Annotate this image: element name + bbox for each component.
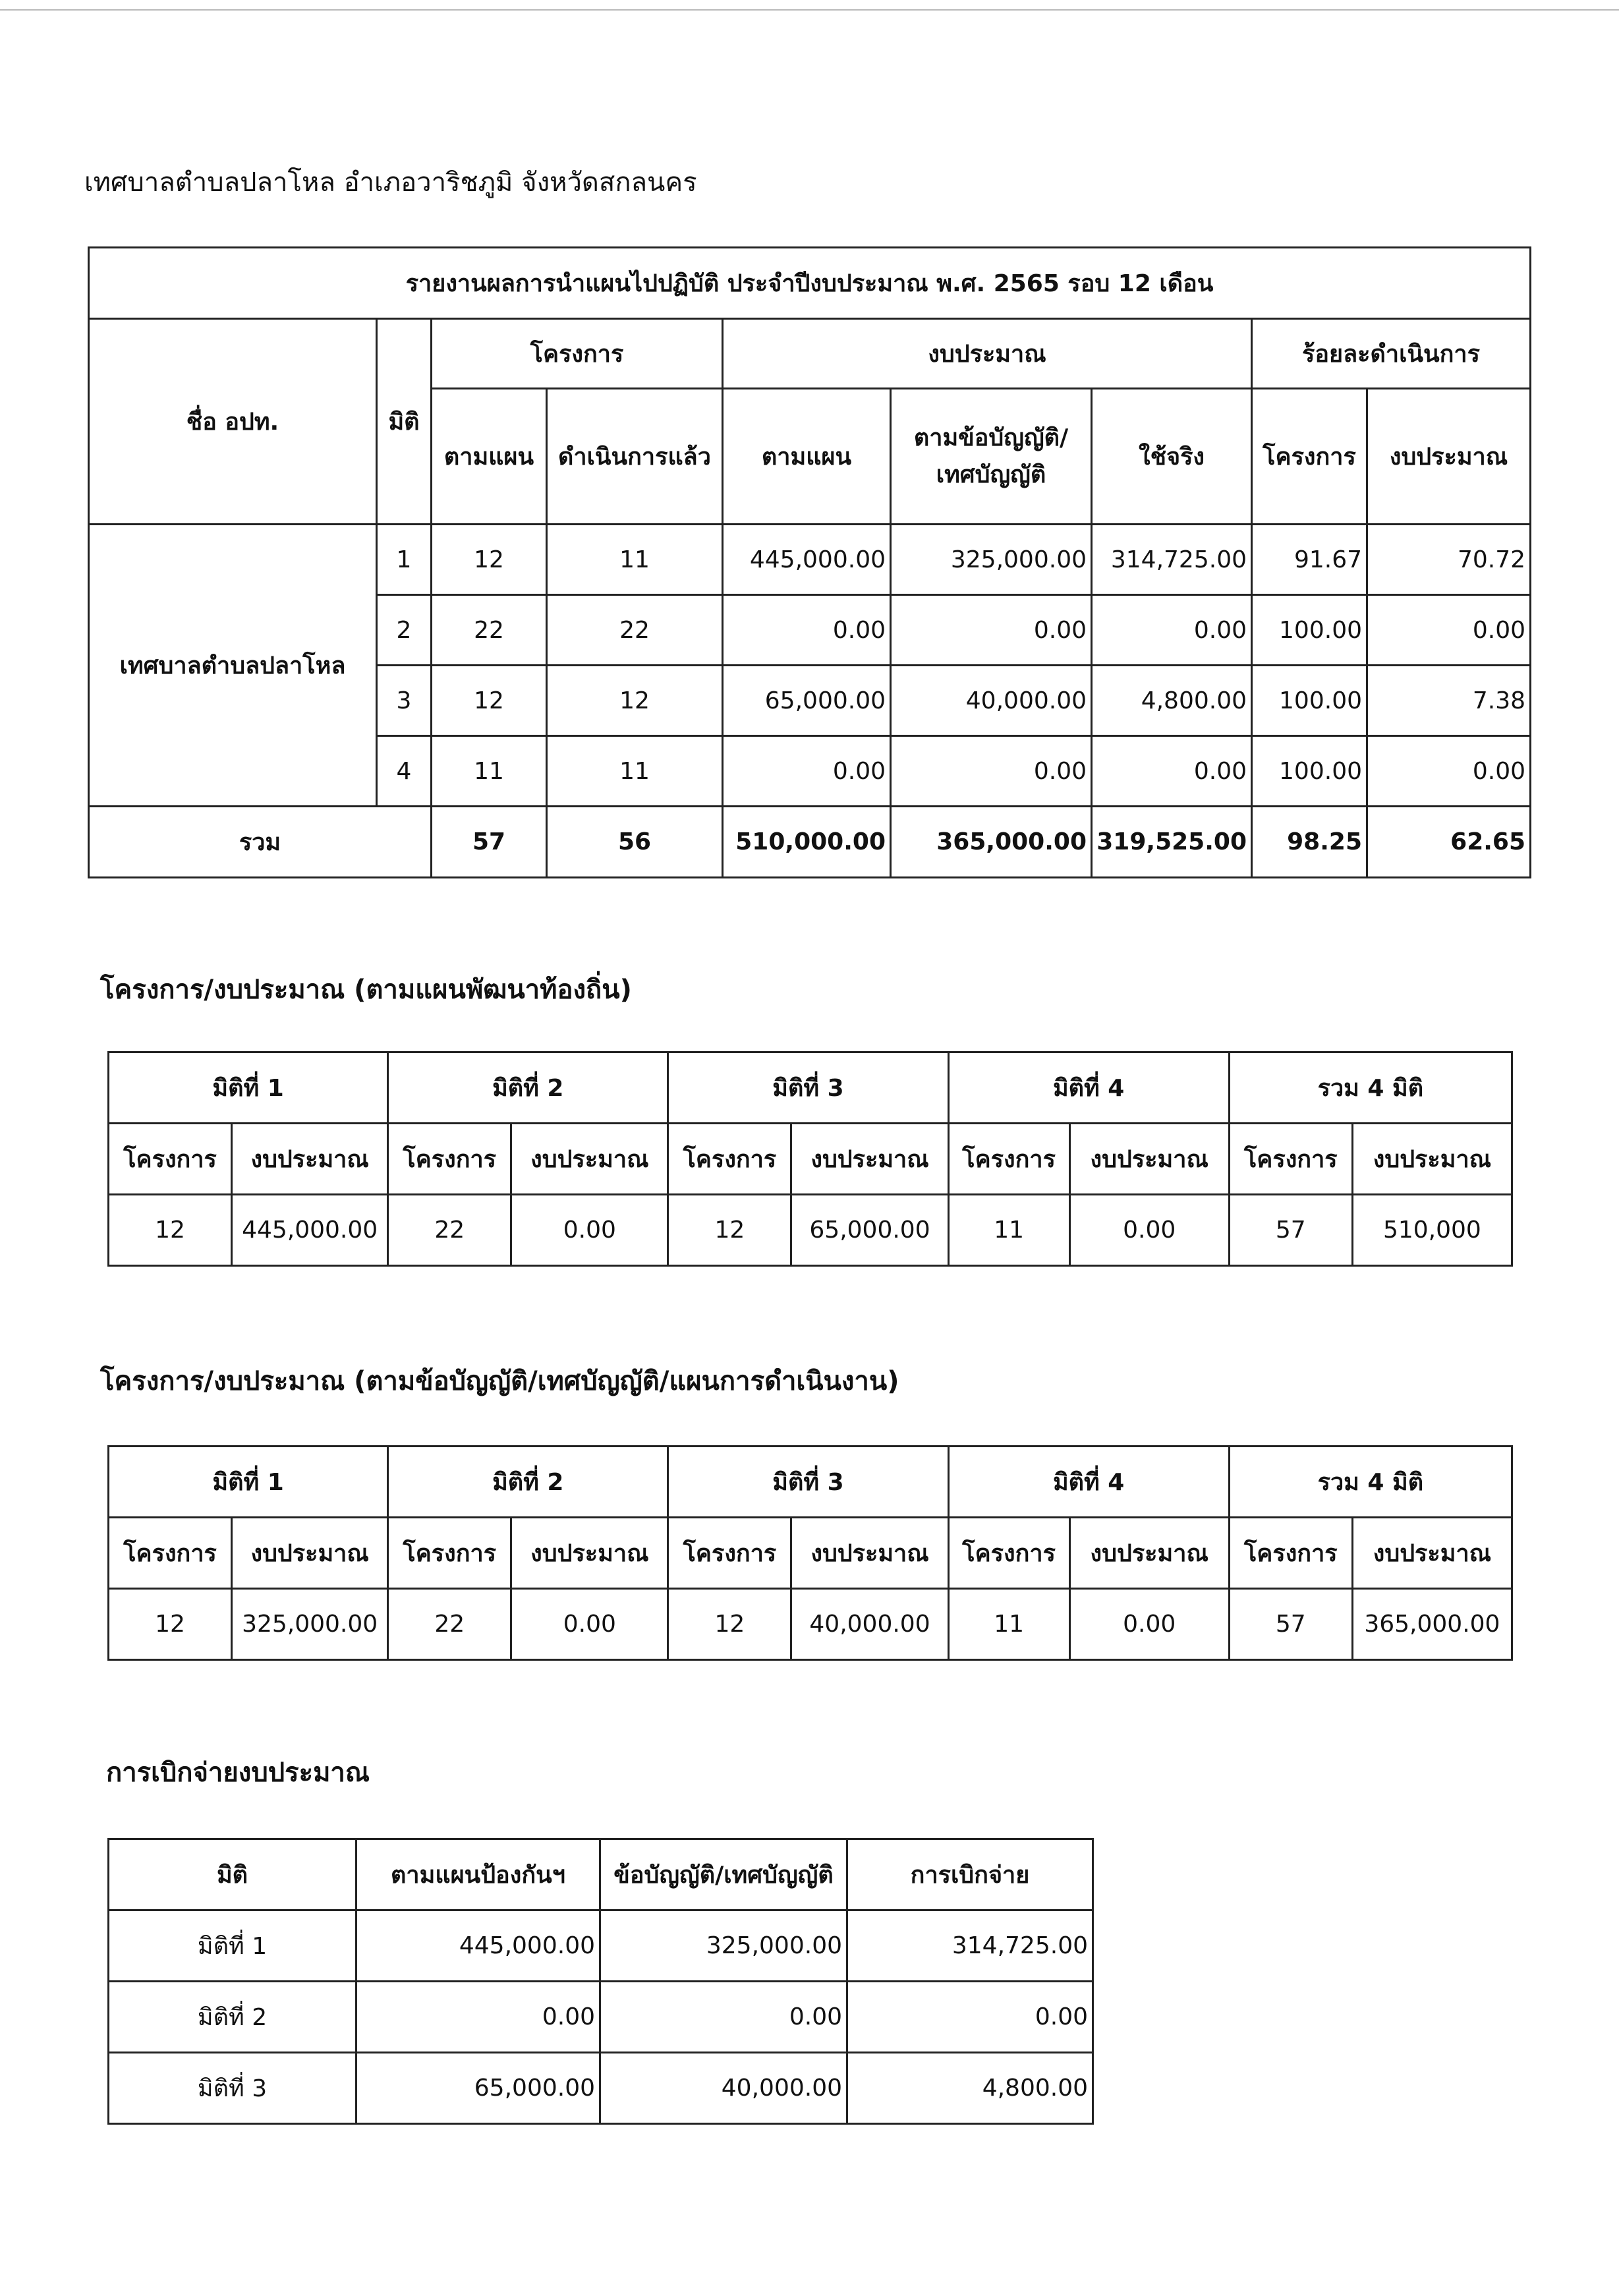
header-dimension: มิติ xyxy=(377,319,432,525)
budget-plan-cell: 0.00 xyxy=(723,595,891,666)
dimension-cell: 1 xyxy=(377,525,432,595)
statute-cell: 325,000.00 xyxy=(600,1910,847,1982)
plan-cell: 445,000.00 xyxy=(356,1910,600,1982)
header-projects: โครงการ xyxy=(109,1518,232,1589)
dimension-cell: มิติที่ 2 xyxy=(109,1982,356,2053)
disbursed-cell: 4,800.00 xyxy=(847,2053,1093,2124)
budget-cell: 0.00 xyxy=(1069,1195,1229,1266)
projects-cell: 12 xyxy=(109,1589,232,1660)
header-projects-group: โครงการ xyxy=(432,319,723,389)
projects-cell: 11 xyxy=(948,1195,1069,1266)
projects-plan-cell: 12 xyxy=(432,666,547,736)
header-projects: โครงการ xyxy=(948,1124,1069,1195)
projects-done-cell: 12 xyxy=(547,666,723,736)
plan-cell: 65,000.00 xyxy=(356,2053,600,2124)
table-row xyxy=(109,1982,1093,2053)
projects-done-cell: 11 xyxy=(547,525,723,595)
budget-cell: 0.00 xyxy=(511,1589,668,1660)
dimension-cell: 2 xyxy=(377,595,432,666)
budget-statute-cell: 325,000.00 xyxy=(891,525,1092,595)
header-budget: งบประมาณ xyxy=(1352,1124,1512,1195)
table-row xyxy=(89,525,1531,595)
budget-plan-cell: 65,000.00 xyxy=(723,666,891,736)
header-budget: งบประมาณ xyxy=(232,1124,388,1195)
total-percent-projects: 98.25 xyxy=(1252,807,1367,878)
table-row xyxy=(109,1589,1512,1660)
budget-cell: 65,000.00 xyxy=(791,1195,948,1266)
budget-actual-cell: 0.00 xyxy=(1092,736,1252,807)
header-budget: งบประมาณ xyxy=(1352,1518,1512,1589)
total-row xyxy=(89,807,1531,878)
plan-cell: 0.00 xyxy=(356,1982,600,2053)
dimension-cell: 4 xyxy=(377,736,432,807)
header-budget: งบประมาณ xyxy=(511,1124,668,1195)
projects-cell: 12 xyxy=(668,1195,791,1266)
projects-cell: 12 xyxy=(668,1589,791,1660)
total-percent-budget: 62.65 xyxy=(1367,807,1531,878)
percent-projects-cell: 100.00 xyxy=(1252,736,1367,807)
statute-section-heading: โครงการ/งบประมาณ (ตามข้อบัญญัติ/เทศบัญญัติ/แผนการดำเนินงาน) xyxy=(100,1366,899,1396)
header-projects-done: ดำเนินการแล้ว xyxy=(547,389,723,525)
top-rule xyxy=(0,9,1619,11)
disbursement-table xyxy=(107,1838,1094,2125)
header-dimension: มิติ xyxy=(109,1839,356,1910)
percent-projects-cell: 100.00 xyxy=(1252,666,1367,736)
projects-plan-cell: 12 xyxy=(432,525,547,595)
projects-done-cell: 11 xyxy=(547,736,723,807)
group-dimension-3: มิติที่ 3 xyxy=(668,1052,948,1124)
projects-cell: 57 xyxy=(1229,1195,1352,1266)
group-dimension-2: มิติที่ 2 xyxy=(388,1447,668,1518)
table-row xyxy=(109,1910,1093,1982)
budget-actual-cell: 314,725.00 xyxy=(1092,525,1252,595)
projects-cell: 22 xyxy=(388,1195,511,1266)
budget-cell: 325,000.00 xyxy=(232,1589,388,1660)
projects-cell: 12 xyxy=(109,1195,232,1266)
group-dimension-3: มิติที่ 3 xyxy=(668,1447,948,1518)
budget-plan-cell: 445,000.00 xyxy=(723,525,891,595)
header-percent-group: ร้อยละดำเนินการ xyxy=(1252,319,1531,389)
projects-done-cell: 22 xyxy=(547,595,723,666)
header-budget-statute-line2: เทศบัญญัติ xyxy=(936,461,1046,488)
header-org-name: ชื่อ อปท. xyxy=(89,319,377,525)
total-budget-plan: 510,000.00 xyxy=(723,807,891,878)
header-budget-statute-line1: ตามข้อบัญญัติ/ xyxy=(913,424,1069,451)
group-dimension-2: มิติที่ 2 xyxy=(388,1052,668,1124)
statute-cell: 0.00 xyxy=(600,1982,847,2053)
header-budget: งบประมาณ xyxy=(511,1518,668,1589)
performance-report-table xyxy=(88,246,1531,878)
statute-budget-table xyxy=(107,1445,1513,1661)
group-total: รวม 4 มิติ xyxy=(1229,1052,1512,1124)
disbursed-cell: 0.00 xyxy=(847,1982,1093,2053)
percent-budget-cell: 7.38 xyxy=(1367,666,1531,736)
total-budget-statute: 365,000.00 xyxy=(891,807,1092,878)
header-projects: โครงการ xyxy=(388,1518,511,1589)
header-budget-group: งบประมาณ xyxy=(723,319,1252,389)
report-title: รายงานผลการนำแผนไปปฏิบัติ ประจำปีงบประมาณ พ.ศ. 2565 รอบ 12 เดือน xyxy=(89,248,1531,319)
table-row xyxy=(109,2053,1093,2124)
header-projects: โครงการ xyxy=(388,1124,511,1195)
table-row xyxy=(109,1195,1512,1266)
header-statute: ข้อบัญญัติ/เทศบัญญัติ xyxy=(600,1839,847,1910)
header-budget: งบประมาณ xyxy=(791,1518,948,1589)
group-dimension-4: มิติที่ 4 xyxy=(948,1447,1229,1518)
dimension-cell: มิติที่ 3 xyxy=(109,2053,356,2124)
percent-budget-cell: 0.00 xyxy=(1367,736,1531,807)
header-disbursed: การเบิกจ่าย xyxy=(847,1839,1093,1910)
total-label: รวม xyxy=(89,807,432,878)
header-budget: งบประมาณ xyxy=(1069,1518,1229,1589)
percent-projects-cell: 91.67 xyxy=(1252,525,1367,595)
header-prevention-plan: ตามแผนป้องกันฯ xyxy=(356,1839,600,1910)
header-percent-projects: โครงการ xyxy=(1252,389,1367,525)
header-budget-plan: ตามแผน xyxy=(723,389,891,525)
org-name-cell: เทศบาลตำบลปลาโหล xyxy=(89,525,377,807)
header-budget-actual: ใช้จริง xyxy=(1092,389,1252,525)
projects-cell: 57 xyxy=(1229,1589,1352,1660)
budget-actual-cell: 0.00 xyxy=(1092,595,1252,666)
header-percent-budget: งบประมาณ xyxy=(1367,389,1531,525)
dimension-cell: มิติที่ 1 xyxy=(109,1910,356,1982)
budget-actual-cell: 4,800.00 xyxy=(1092,666,1252,736)
budget-cell: 445,000.00 xyxy=(232,1195,388,1266)
budget-cell: 365,000.00 xyxy=(1352,1589,1512,1660)
percent-budget-cell: 0.00 xyxy=(1367,595,1531,666)
budget-cell: 40,000.00 xyxy=(791,1589,948,1660)
header-projects: โครงการ xyxy=(948,1518,1069,1589)
group-dimension-1: มิติที่ 1 xyxy=(109,1447,388,1518)
budget-cell: 0.00 xyxy=(511,1195,668,1266)
percent-budget-cell: 70.72 xyxy=(1367,525,1531,595)
disbursed-cell: 314,725.00 xyxy=(847,1910,1093,1982)
budget-cell: 510,000 xyxy=(1352,1195,1512,1266)
percent-projects-cell: 100.00 xyxy=(1252,595,1367,666)
budget-plan-cell: 0.00 xyxy=(723,736,891,807)
header-budget: งบประมาณ xyxy=(791,1124,948,1195)
plan-section-heading: โครงการ/งบประมาณ (ตามแผนพัฒนาท้องถิ่น) xyxy=(100,975,632,1005)
header-budget: งบประมาณ xyxy=(232,1518,388,1589)
total-projects-done: 56 xyxy=(547,807,723,878)
dimension-cell: 3 xyxy=(377,666,432,736)
projects-plan-cell: 22 xyxy=(432,595,547,666)
header-projects: โครงการ xyxy=(668,1518,791,1589)
budget-statute-cell: 40,000.00 xyxy=(891,666,1092,736)
statute-cell: 40,000.00 xyxy=(600,2053,847,2124)
total-budget-actual: 319,525.00 xyxy=(1092,807,1252,878)
plan-budget-table xyxy=(107,1051,1513,1267)
group-dimension-1: มิติที่ 1 xyxy=(109,1052,388,1124)
projects-cell: 22 xyxy=(388,1589,511,1660)
projects-plan-cell: 11 xyxy=(432,736,547,807)
org-title: เทศบาลตำบลปลาโหล อำเภอวาริชภูมิ จังหวัดสกลนคร xyxy=(84,167,697,198)
header-projects: โครงการ xyxy=(1229,1518,1352,1589)
header-projects: โครงการ xyxy=(1229,1124,1352,1195)
budget-cell: 0.00 xyxy=(1069,1589,1229,1660)
budget-statute-cell: 0.00 xyxy=(891,595,1092,666)
header-projects-plan: ตามแผน xyxy=(432,389,547,525)
total-projects-plan: 57 xyxy=(432,807,547,878)
budget-statute-cell: 0.00 xyxy=(891,736,1092,807)
header-projects: โครงการ xyxy=(668,1124,791,1195)
disbursement-heading: การเบิกจ่ายงบประมาณ xyxy=(106,1758,370,1788)
group-dimension-4: มิติที่ 4 xyxy=(948,1052,1229,1124)
group-total: รวม 4 มิติ xyxy=(1229,1447,1512,1518)
projects-cell: 11 xyxy=(948,1589,1069,1660)
header-budget: งบประมาณ xyxy=(1069,1124,1229,1195)
header-projects: โครงการ xyxy=(109,1124,232,1195)
header-budget-statute xyxy=(891,389,1092,525)
